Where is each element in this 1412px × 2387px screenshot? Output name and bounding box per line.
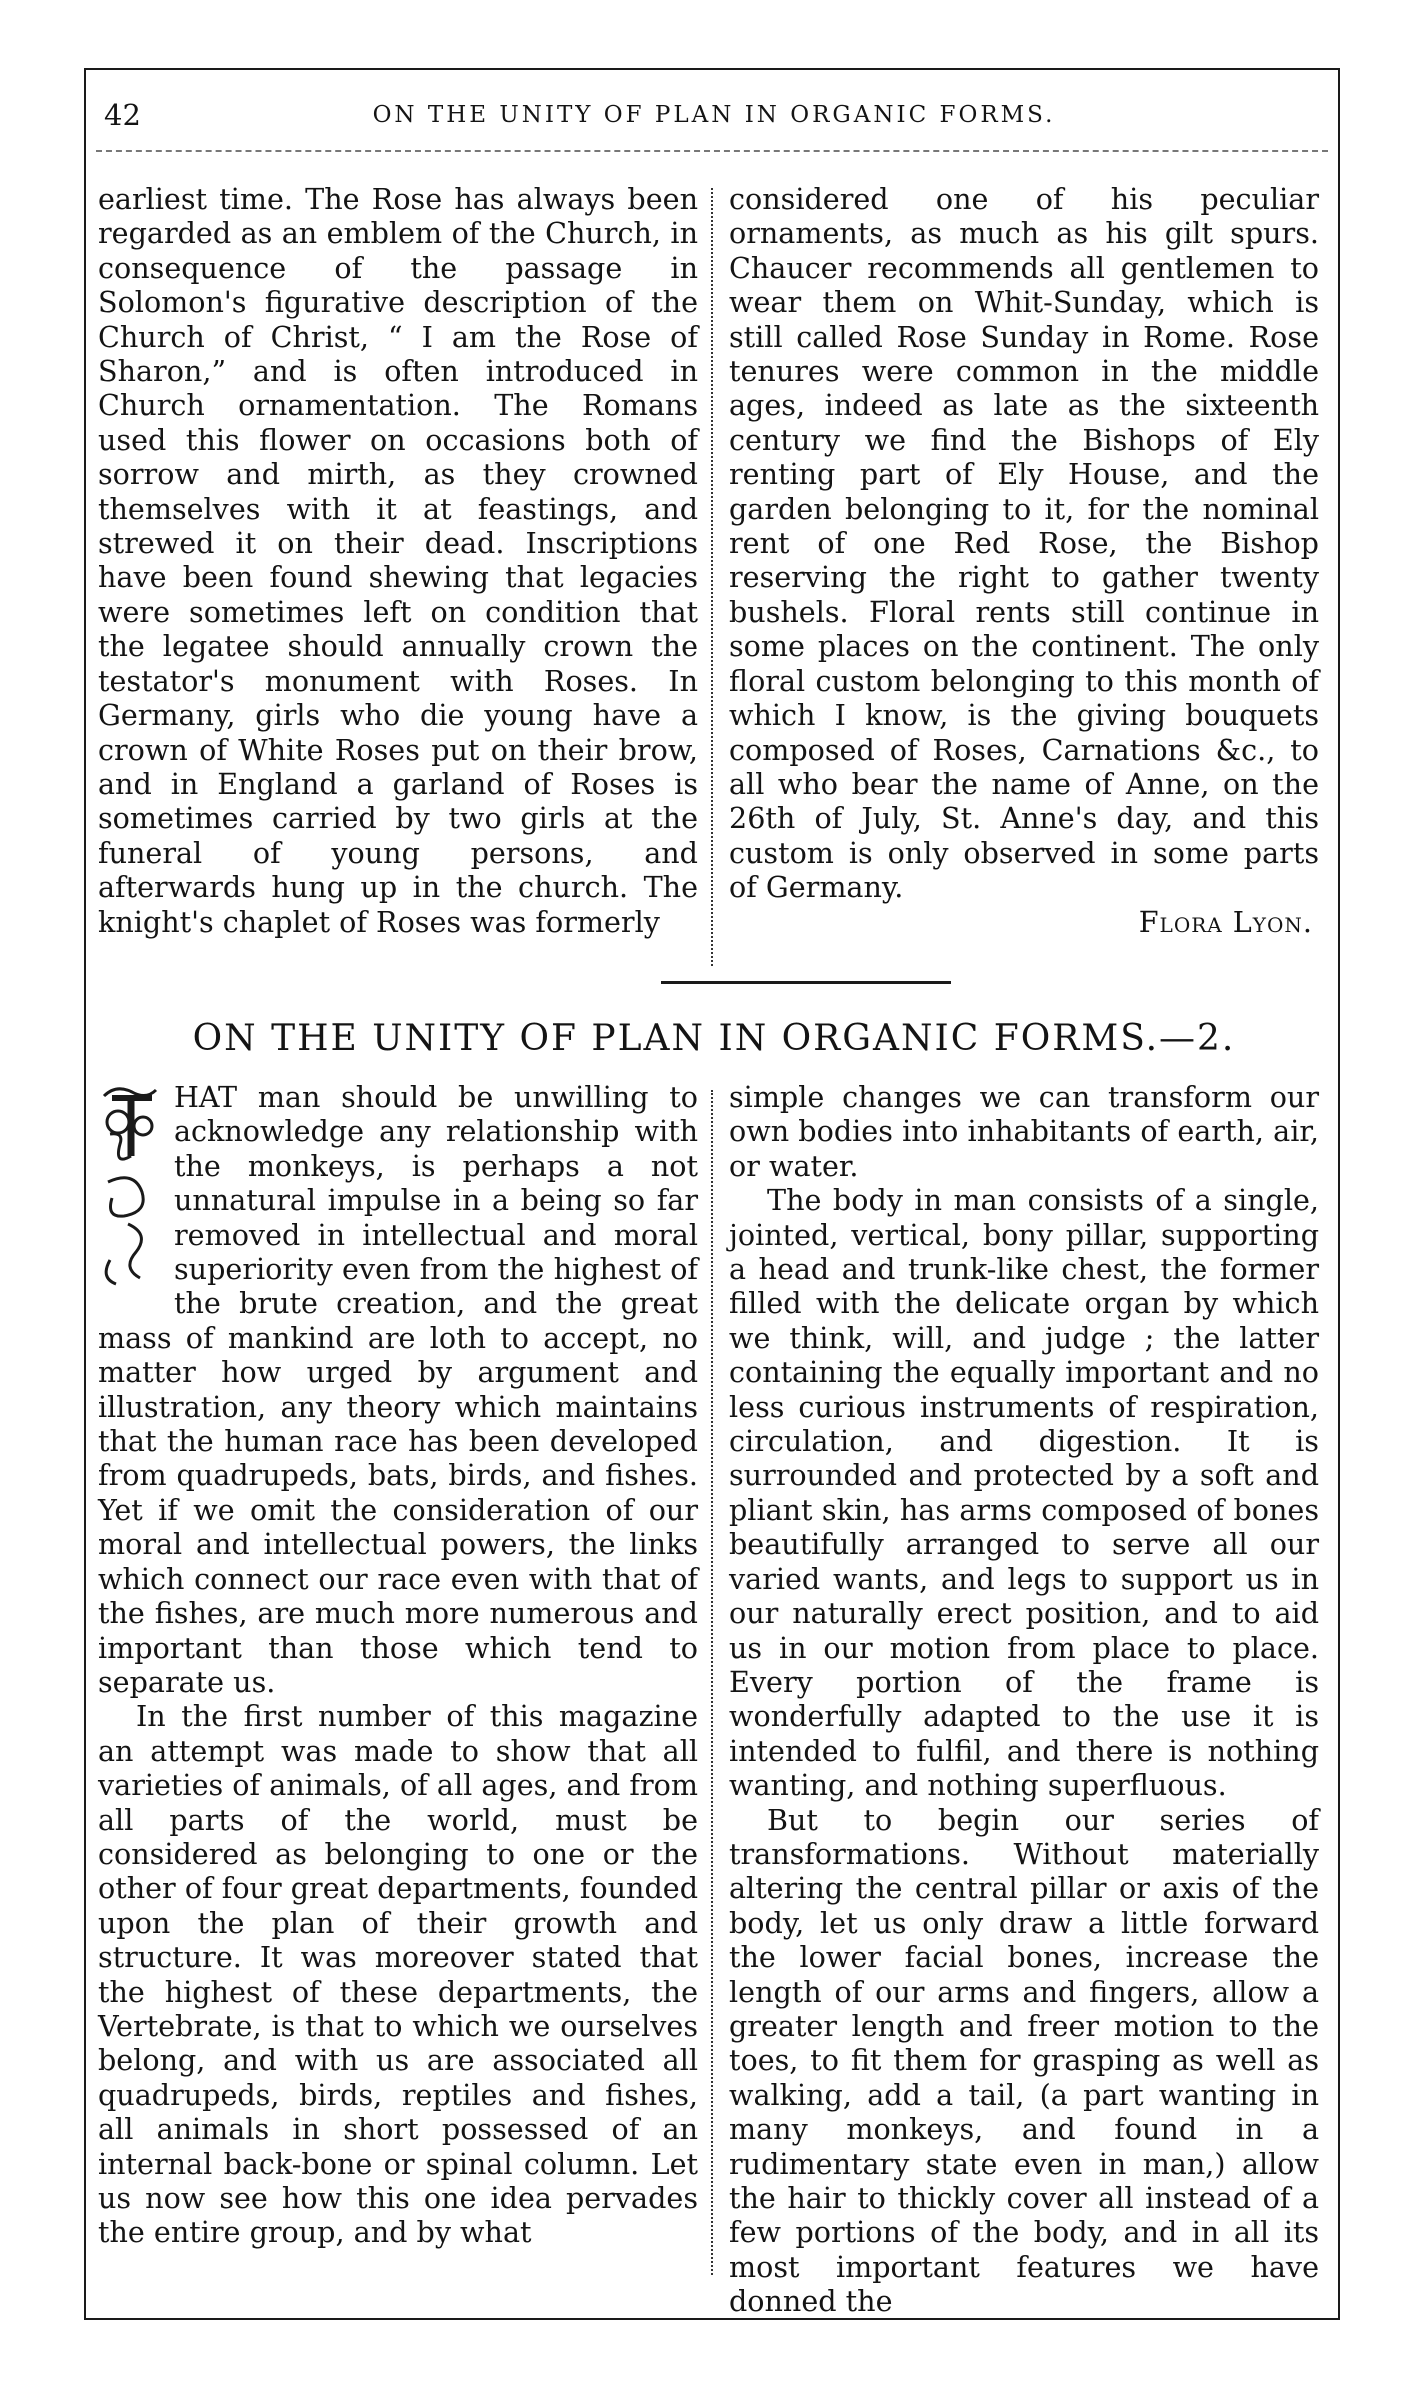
running-head	[86, 98, 1342, 138]
previous-article-left-column	[98, 182, 698, 939]
paragraph: simple changes we can transform our own bodies into inhabitants of earth, air, or water.	[729, 1080, 1319, 1183]
column-rule-lower	[711, 1090, 713, 2275]
running-title: ON THE UNITY OF PLAN IN ORGANIC FORMS.	[372, 102, 1056, 128]
author-signature: Flora Lyon.	[1138, 904, 1313, 939]
column-rule-upper	[711, 188, 713, 966]
paragraph: In the first number of this magazine an attempt was made to show that all varieties of animals, of all ages, and from all parts of the world, must be considered as belonging to one or the other of four great departments, founded upon the plan of their growth and structure. It was moreover stated that the highest of these departments, the Vertebrate, is that to which we ourselves belong, and with us are associated all quadrupeds, birds, reptiles and fishes, all animals in short possessed of an internal back-bone or spinal column. Let us now see how this one idea pervades the entire group, and by what	[98, 1699, 698, 2250]
paragraph: HAT man should be unwilling to acknowledge any relationship with the monkeys, is perhaps a not unnatural impulse in a being so far removed in intellectual and moral superiority even from the highest of the brute creation, and the great mass of mankind are loth to accept, no matter how urged by argument and illustration, any theory which maintains that the human race has been developed from quadrupeds, bats, birds, and fishes. Yet if we omit the consideration of our moral and intellectual powers, the links which connect our race even with that of the fishes, are much more numerous and important than those which tend to separate us.	[98, 1080, 698, 1699]
previous-article-right-column	[729, 182, 1319, 939]
article-left-column	[98, 1080, 698, 2250]
article-title: ON THE UNITY OF PLAN IN ORGANIC FORMS.—2.	[192, 1018, 1236, 1059]
page-number: 42	[104, 98, 141, 132]
article-separator	[661, 981, 951, 984]
magazine-page	[84, 68, 1340, 2320]
header-rule	[96, 150, 1328, 152]
paragraph: considered one of his peculiar ornaments, as much as his gilt spurs. Chaucer recommends all gentlemen to wear them on Whit-Sunday, which is still called Rose Sunday in Rome. Rose tenures were common in the middle ages, indeed as late as the sixteenth century we find the Bishops of Ely renting part of Ely House, and the garden belonging to it, for the nominal rent of one Red Rose, the Bishop reserving the right to gather twenty bushels. Floral rents still continue in some places on the continent. The only floral custom belonging to this month of which I know, is the giving bouquets composed of Roses, Carnations &c., to all who bear the name of Anne, on the 26th of July, St. Anne's day, and this custom is only observed in some parts of Germany.	[729, 182, 1319, 905]
paragraph: But to begin our series of transformations. Without materially altering the central pillar or axis of the body, let us only draw a little forward the lower facial bones, increase the length of our arms and fingers, allow a greater length and freer motion to the toes, to fit them for grasping as well as walking, add a tail, (a part wanting in many monkeys, and found in a rudimentary state even in man,) allow the hair to thickly cover all instead of a few portions of the body, and in all its most important features we have donned the	[729, 1802, 1319, 2319]
ornamental-drop-cap	[98, 1082, 160, 1290]
paragraph: earliest time. The Rose has always been regarded as an emblem of the Church, in consequence of the passage in Solomon's figurative description of the Church of Christ, “ I am the Rose of Sharon,” and is often introduced in Church ornamentation. The Romans used this flower on occasions both of sorrow and mirth, as they crowned themselves with it at feastings, and strewed it on their dead. Inscriptions have been found shewing that legacies were sometimes left on condition that the legatee should annually crown the testator's monument with Roses. In Germany, girls who die young have a crown of White Roses put on their brow, and in England a garland of Roses is sometimes carried by two girls at the funeral of young persons, and afterwards hung up in the church. The knight's chaplet of Roses was formerly	[98, 182, 698, 939]
paragraph: The body in man consists of a single, jointed, vertical, bony pillar, supporting a head and trunk-like chest, the former filled with the delicate organ by which we think, will, and judge ; the latter containing the equally important and no less curious instruments of respiration, circulation, and digestion. It is surrounded and protected by a soft and pliant skin, has arms composed of bones beautifully arranged to serve all our varied wants, and legs to support us in our naturally erect position, and to aid us in our motion from place to place. Every portion of the frame is wonderfully adapted to the use it is intended to fulfil, and there is nothing wanting, and nothing superfluous.	[729, 1183, 1319, 1803]
article-right-column	[729, 1080, 1319, 2319]
